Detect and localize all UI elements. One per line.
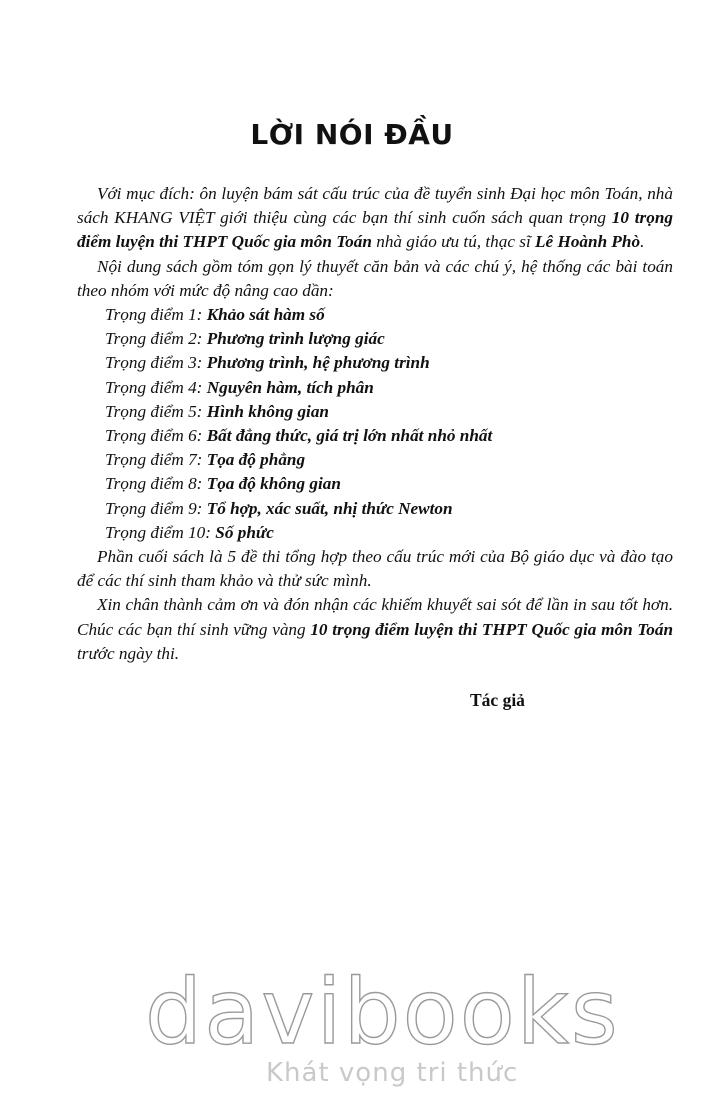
topic-list (77, 303, 673, 545)
preface-body (77, 182, 673, 666)
topic-item (77, 327, 673, 351)
topic-title: Bất đẳng thức, giá trị lớn nhất nhỏ nhất (206, 426, 493, 446)
book-title: 10 trọng điểm luyện thi THPT Quốc gia môn Toán (310, 619, 674, 639)
topic-label: Trọng điểm 2: (105, 329, 207, 349)
topic-title: Tổ hợp, xác suất, nhị thức Newton (206, 498, 453, 518)
thanks-text-2: trước ngày thi. (77, 643, 180, 663)
topic-item (77, 472, 673, 496)
topic-label: Trọng điểm 10: (105, 522, 216, 542)
topic-title: Số phức (215, 522, 274, 542)
thanks-text-1: Xin chân thành cảm ơn và đón nhận các khiếm khuyết sai sót để lần in sau tốt hơn. Chúc các bạn thí sinh vững vàng (77, 595, 673, 639)
topic-item (77, 448, 673, 472)
watermark-slogan: Khát vọng tri thức (266, 1058, 519, 1088)
page-title: LỜI NÓI ĐẦU (250, 118, 454, 151)
topic-title: Tọa độ không gian (206, 474, 341, 494)
intro-paragraph (77, 182, 673, 255)
topic-title: Phương trình lượng giác (206, 329, 385, 349)
topic-label: Trọng điểm 8: (105, 474, 207, 494)
topic-label: Trọng điểm 6: (105, 426, 207, 446)
author-name: Lê Hoành Phò (535, 232, 641, 252)
topic-title: Tọa độ phẳng (206, 450, 306, 470)
topic-title: Nguyên hàm, tích phân (206, 377, 374, 397)
final-section-paragraph: Phần cuối sách là 5 đề thi tổng hợp theo cấu trúc mới của Bộ giáo dục và đào tạo để các thí sinh tham khảo và thử sức mình. (77, 547, 673, 591)
topic-item (77, 424, 673, 448)
topic-label: Trọng điểm 4: (105, 377, 207, 397)
topic-item (77, 351, 673, 375)
thanks-paragraph (77, 593, 673, 666)
topic-label: Trọng điểm 7: (105, 450, 207, 470)
topic-label: Trọng điểm 9: (105, 498, 207, 518)
topic-item (77, 376, 673, 400)
author-signature: Tác giả (470, 690, 525, 710)
intro-text-2: nhà giáo ưu tú, thạc sĩ (371, 232, 536, 252)
watermark-brand: davibooks (145, 960, 620, 1065)
topic-title: Khảo sát hàm số (206, 305, 325, 325)
topic-label: Trọng điểm 1: (105, 305, 207, 325)
intro-text-3: . (640, 232, 645, 252)
intro-text-1: Với mục đích: ôn luyện bám sát cấu trúc của đề tuyển sinh Đại học môn Toán, nhà sách KHANG VIỆT giới thiệu cùng các bạn thí sinh cuốn sách quan trọng (77, 184, 673, 228)
book-title: 10 trọng điểm luyện thi THPT Quốc gia môn Toán (77, 208, 673, 252)
topic-title: Hình không gian (206, 401, 329, 421)
content-intro-paragraph: Nội dung sách gồm tóm gọn lý thuyết căn bản và các chú ý, hệ thống các bài toán theo nhóm với mức độ nâng cao dần: (77, 256, 673, 300)
topic-label: Trọng điểm 5: (105, 401, 207, 421)
topic-item (77, 521, 673, 545)
topic-item (77, 303, 673, 327)
topic-item (77, 400, 673, 424)
topic-label: Trọng điểm 3: (105, 353, 207, 373)
topic-item (77, 497, 673, 521)
topic-title: Phương trình, hệ phương trình (206, 353, 430, 373)
